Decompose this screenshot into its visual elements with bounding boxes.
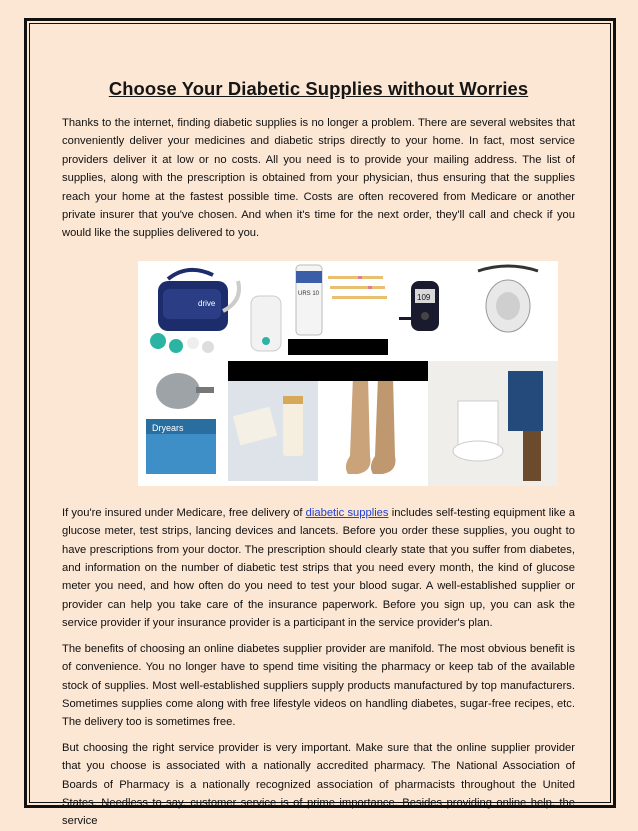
- page-title: Choose Your Diabetic Supplies without Worries: [108, 78, 529, 99]
- toilet-rail-image: [428, 361, 558, 486]
- image-black-bar: [228, 361, 428, 381]
- test-strips-image: [288, 261, 388, 343]
- box-label: Dryears: [152, 422, 184, 433]
- compression-stockings-image: [328, 376, 418, 481]
- paragraph-intro: Thanks to the internet, finding diabetic supplies is no longer a problem. There are several websites that conveniently deliver your medicines and diabetic strips directly to your home. In fact, most service providers deliver it at low or no costs. All you need is to provide your mailing address. The list of supplies, along with the prescription is obtained from your physician, thus ensuring that the supplies reach your home at the fastest possible time. Costs are often recovered from Medicare or another private insurer that you've chosen. And when it's time for the next order, they'll call and check if you would like the supplies delivered to you.: [62, 117, 575, 240]
- ear-dryer-image: [138, 361, 228, 486]
- paragraph-medicare-pre: If you're insured under Medicare, free delivery of: [62, 506, 306, 519]
- paragraph-medicare: [62, 504, 575, 633]
- article: [62, 78, 575, 831]
- face-mask-image: [458, 261, 558, 346]
- image-black-bar: [288, 339, 388, 355]
- paragraph-choosing: But choosing the right service provider is very important. Make sure that the online supplier provider that you choose is associated with a nationally accredited pharmacy. The National Association of Boards of Pharmacy is a nationally recognized association of pharmacists throughout the United States. Needless to say, customer service is of prime importance. Besides providing online help, the service: [62, 741, 575, 828]
- ointment-image: [228, 381, 318, 481]
- strips-label: URS 10: [298, 290, 320, 297]
- supplies-collage-image: [138, 261, 558, 486]
- glucose-meter-image: [393, 271, 453, 346]
- paragraph-benefits: The benefits of choosing an online diabetes supplier provider are manifold. The most obvious benefit is of convenience. You no longer have to spend time visiting the pharmacy or keep tab of the available stock of supplies. Most well-established suppliers supply products manufactured by top manufacturers. Sometimes supplies come along with free lifestyle videos on handling diabetes, sugar-free recipes, etc. The delivery too is sometimes free.: [62, 642, 575, 729]
- nebulizer-cup-image: [243, 286, 288, 361]
- bag-brand-label: drive: [198, 298, 216, 308]
- diabetic-supplies-link[interactable]: diabetic supplies: [305, 506, 389, 519]
- meter-reading: 109: [417, 292, 431, 302]
- paragraph-medicare-post: includes self-testing equipment like a glucose meter, test strips, lancing devices and lancets. Before you order these supplies, you ought to have prescriptions from your doctor. The prescription should clearly state that you suffer from diabetes, and information on the number of diabetic test strips that you need every month, the kind of glucose meter you need, and how often do you need to test your blood sugar. A well-established supplier or provider can help you take care of the insurance paperwork. Before you sign up, you can ask the service provider if your insurance provider is a participant in the service provider's plan.: [62, 506, 575, 630]
- nebulizer-bag-image: [138, 261, 253, 361]
